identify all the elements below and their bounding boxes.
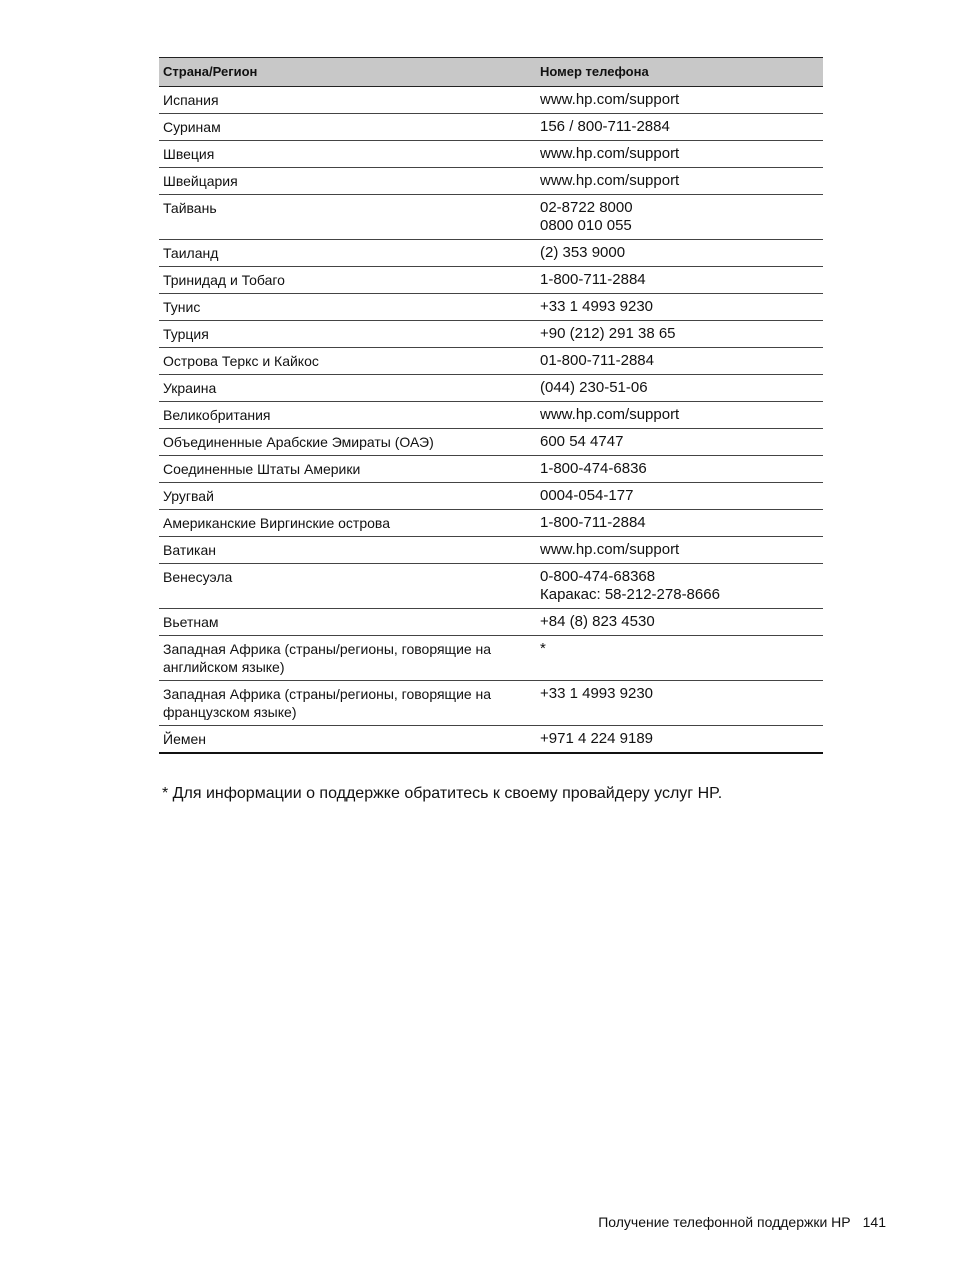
phone-number: www.hp.com/support <box>540 91 680 108</box>
phone-number: Каракас: 58-212-278-8666 <box>540 586 720 603</box>
phone-cell <box>536 294 823 321</box>
table-row <box>159 429 823 456</box>
table-row <box>159 267 823 294</box>
table-row <box>159 321 823 348</box>
phone-cell <box>536 348 823 375</box>
phone-cell <box>536 195 823 240</box>
table-row <box>159 510 823 537</box>
phone-number: (044) 230-51-06 <box>540 379 648 396</box>
table-row <box>159 294 823 321</box>
table-row <box>159 348 823 375</box>
table-row <box>159 726 823 754</box>
phone-cell <box>536 483 823 510</box>
country-cell: Швеция <box>159 141 536 168</box>
country-cell: Тайвань <box>159 195 536 240</box>
country-cell: Турция <box>159 321 536 348</box>
table-row <box>159 168 823 195</box>
phone-cell <box>536 636 823 681</box>
phone-cell <box>536 510 823 537</box>
support-phone-table <box>159 57 823 754</box>
phone-number: 0004-054-177 <box>540 487 634 504</box>
table-header-row <box>159 58 823 87</box>
footnote: * Для информации о поддержке обратитесь к своему провайдеру услуг HP. <box>162 785 723 802</box>
page-number: 141 <box>862 1214 886 1230</box>
phone-number: 600 54 4747 <box>540 433 624 450</box>
phone-cell <box>536 375 823 402</box>
phone-cell <box>536 168 823 195</box>
country-cell: Испания <box>159 87 536 114</box>
country-cell: Острова Теркс и Кайкос <box>159 348 536 375</box>
phone-cell <box>536 87 823 114</box>
phone-number: +971 4 224 9189 <box>540 730 654 747</box>
table-row <box>159 87 823 114</box>
table-body <box>159 87 823 754</box>
phone-number: 0-800-474-68368 <box>540 568 656 585</box>
table-row <box>159 537 823 564</box>
table-row <box>159 609 823 636</box>
footer-section-title: Получение телефонной поддержки HP <box>598 1214 851 1230</box>
table-row <box>159 402 823 429</box>
table-row <box>159 240 823 267</box>
phone-cell <box>536 429 823 456</box>
phone-cell <box>536 402 823 429</box>
phone-cell <box>536 141 823 168</box>
phone-number: www.hp.com/support <box>540 406 680 423</box>
phone-cell <box>536 240 823 267</box>
table-row <box>159 141 823 168</box>
table-row <box>159 483 823 510</box>
phone-cell <box>536 456 823 483</box>
country-cell: Вьетнам <box>159 609 536 636</box>
country-cell: Западная Африка (страны/регионы, говорящие на французском языке) <box>159 681 536 726</box>
phone-cell <box>536 114 823 141</box>
table-row <box>159 456 823 483</box>
phone-number: (2) 353 9000 <box>540 244 626 261</box>
phone-number: www.hp.com/support <box>540 172 680 189</box>
country-cell: Объединенные Арабские Эмираты (ОАЭ) <box>159 429 536 456</box>
phone-number: * <box>540 640 546 657</box>
table-row <box>159 564 823 609</box>
country-cell: Швейцария <box>159 168 536 195</box>
table-row <box>159 636 823 681</box>
phone-number: +84 (8) 823 4530 <box>540 613 655 630</box>
page-footer <box>598 1214 886 1230</box>
phone-cell <box>536 537 823 564</box>
table-row <box>159 114 823 141</box>
country-cell: Ватикан <box>159 537 536 564</box>
country-cell: Уругвай <box>159 483 536 510</box>
country-cell: Таиланд <box>159 240 536 267</box>
phone-number: 1-800-474-6836 <box>540 460 647 477</box>
phone-cell <box>536 681 823 726</box>
phone-number: +90 (212) 291 38 65 <box>540 325 676 342</box>
phone-cell <box>536 609 823 636</box>
country-cell: Соединенные Штаты Америки <box>159 456 536 483</box>
phone-number: 0800 010 055 <box>540 217 632 234</box>
phone-number: 1-800-711-2884 <box>540 514 646 531</box>
country-cell: Суринам <box>159 114 536 141</box>
phone-cell <box>536 267 823 294</box>
country-cell: Тринидад и Тобаго <box>159 267 536 294</box>
country-cell: Американские Виргинские острова <box>159 510 536 537</box>
country-cell: Украина <box>159 375 536 402</box>
phone-number: 02-8722 8000 <box>540 199 633 216</box>
country-cell: Великобритания <box>159 402 536 429</box>
country-cell: Венесуэла <box>159 564 536 609</box>
column-header-country: Страна/Регион <box>159 58 536 87</box>
phone-number: www.hp.com/support <box>540 145 680 162</box>
phone-number: +33 1 4993 9230 <box>540 685 654 702</box>
column-header-phone: Номер телефона <box>536 58 823 87</box>
table-row <box>159 195 823 240</box>
phone-number: +33 1 4993 9230 <box>540 298 654 315</box>
phone-number: 01-800-711-2884 <box>540 352 654 369</box>
phone-cell <box>536 321 823 348</box>
table-row <box>159 375 823 402</box>
phone-number: www.hp.com/support <box>540 541 680 558</box>
table-row <box>159 681 823 726</box>
country-cell: Йемен <box>159 726 536 754</box>
country-cell: Западная Африка (страны/регионы, говорящие на английском языке) <box>159 636 536 681</box>
country-cell: Тунис <box>159 294 536 321</box>
phone-number: 1-800-711-2884 <box>540 271 646 288</box>
phone-cell <box>536 726 823 754</box>
phone-cell <box>536 564 823 609</box>
phone-number: 156 / 800-711-2884 <box>540 118 670 135</box>
